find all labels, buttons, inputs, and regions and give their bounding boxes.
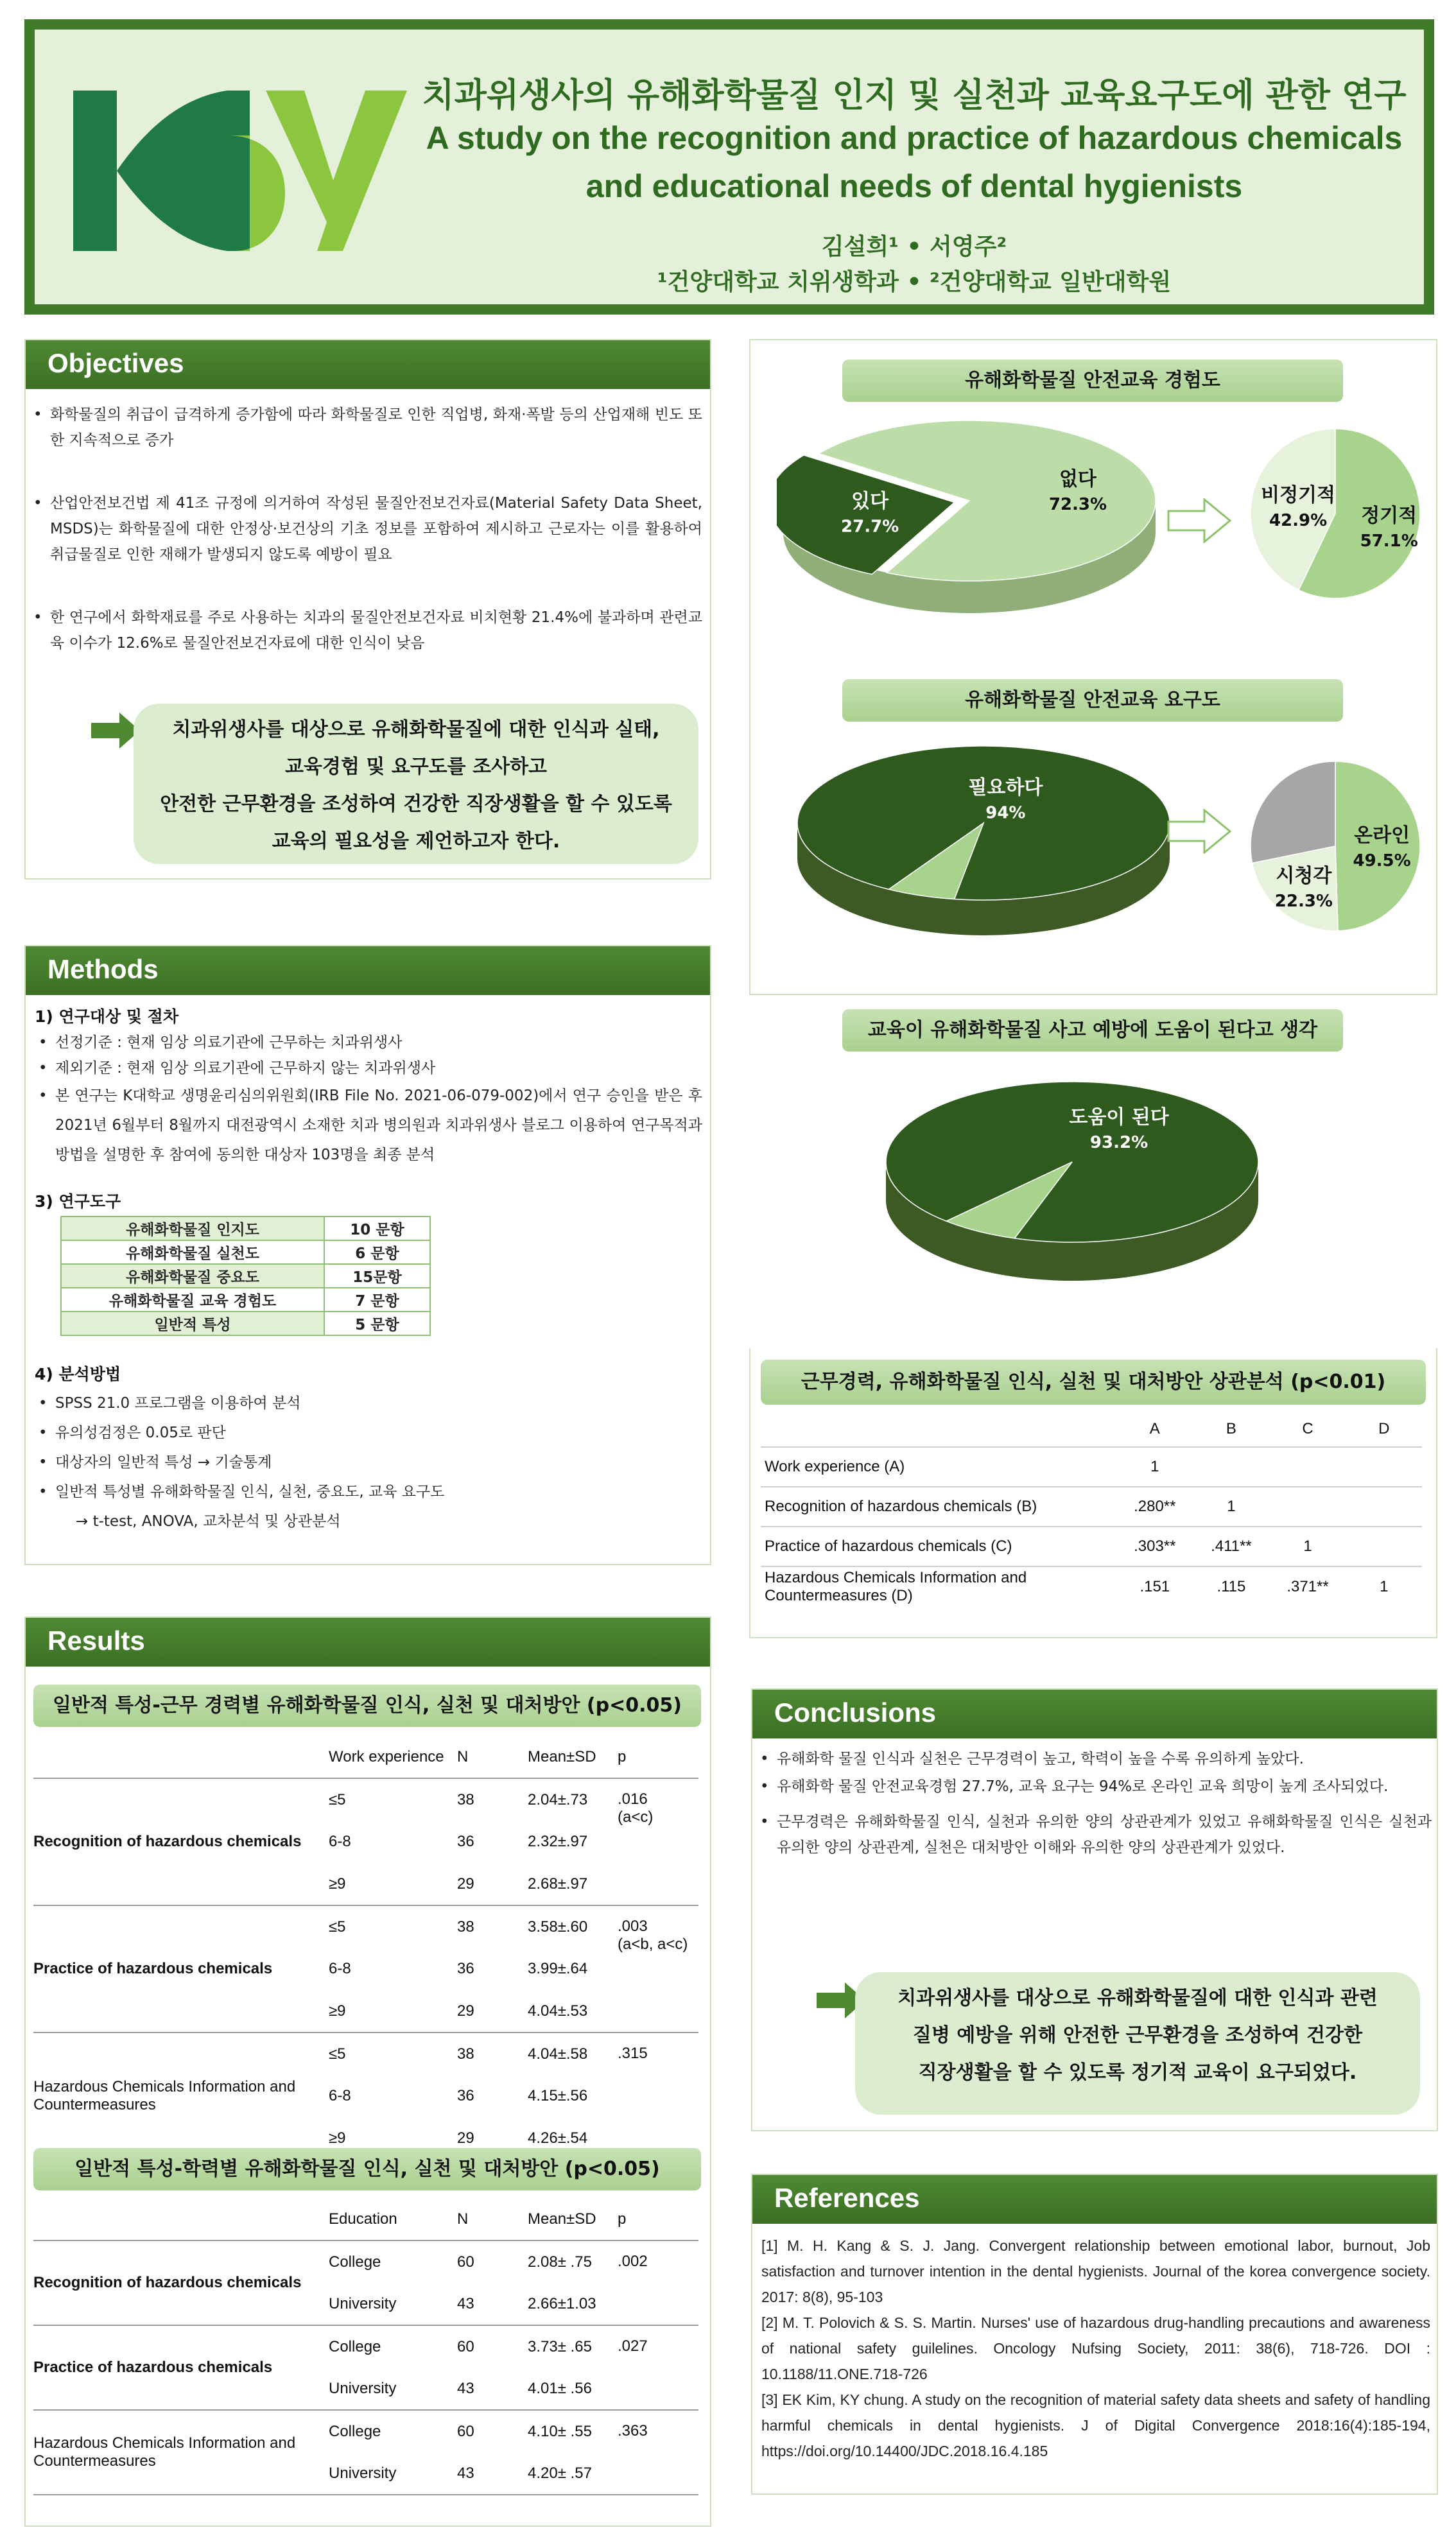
methods-item: • SPSS 21.0 프로그램을 이용하여 분석	[35, 1389, 702, 1418]
pie-value-label: 49.5%	[1353, 851, 1411, 871]
references-heading: References	[752, 2175, 1437, 2224]
table-cell: 29	[457, 1875, 474, 1893]
conclusion-item: • 유해화학 물질 안전교육경험 27.7%, 교육 요구는 94%로 온라인 교육 희망이 높게 조사되었다.	[756, 1777, 1432, 1796]
p-value: .027	[618, 2337, 648, 2355]
correlation-row	[761, 1447, 1422, 1487]
tool-name: 유해화학물질 인지도	[61, 1217, 324, 1240]
table-cell: ≤5	[329, 1905, 457, 1948]
table-cell: 38	[457, 1778, 528, 1821]
callout-line: 치과위생사를 대상으로 유해화학물질에 대한 인식과 실태,	[172, 718, 660, 741]
table-cell: 3.73± .65	[528, 2325, 618, 2368]
tool-name: 일반적 특성	[61, 1312, 324, 1335]
correlation-cell: .115	[1193, 1566, 1269, 1606]
tool-count: 7 문항	[324, 1288, 430, 1312]
pie-value-label: 42.9%	[1269, 510, 1328, 530]
p-value-cell	[618, 2240, 698, 2325]
pie-slice-label: 도움이 된다	[1069, 1106, 1169, 1129]
pie-slice-label: 없다	[1059, 468, 1096, 491]
correlation-row	[761, 1487, 1422, 1527]
header-cell: N	[457, 2210, 469, 2228]
correlation-cell	[1193, 1447, 1269, 1487]
reference-item: [3] EK Kim, KY chung. A study on the recognition of material safety data sheets and safety of handling harmful chemicals in dental hygienists. J of Digital Convergence 2018:16(4):185-194, https://doi.org/10.14400/JDC.2018.16.4.185	[761, 2391, 1430, 2459]
table-cell: 36	[457, 1960, 474, 1977]
p-value-cell	[618, 2410, 698, 2495]
tools-row	[61, 1312, 430, 1335]
objective-item: • 산업안전보건법 제 41조 규정에 의거하여 작성된 물질안전보건자료(Material Safety Data Sheet, MSDS)는 화학물질에 대한 안정상·보건상의 기초 정보를 포함하여 제시하고 근로자는 이를 활용하여 취급물질로 인한 재해가 발생되지 않도록 예방이 필요	[30, 490, 702, 568]
pie-slice-label: 필요하다	[968, 776, 1043, 799]
pie-value-label: 22.3%	[1274, 892, 1333, 912]
table-cell: 2.32±.97	[528, 1833, 588, 1850]
methods-analysis-note: → t-test, ANOVA, 교차분석 및 상관분석	[76, 1513, 341, 1530]
row-group-label: Recognition of hazardous chemicals	[33, 1778, 329, 1905]
correlation-header-cell	[761, 1411, 1116, 1447]
header-cell: Mean±SD	[528, 1747, 596, 1765]
table-cell: College	[329, 2410, 457, 2452]
education-table	[33, 2198, 698, 2496]
correlation-cell: 1	[1116, 1447, 1193, 1487]
p-value: .315	[618, 2045, 648, 2062]
tools-row	[61, 1217, 430, 1240]
table-cell: 43	[457, 2464, 474, 2482]
conclusion-item: • 근무경력은 유해화학물질 인식, 실천과 유의한 양의 상관관계가 있었고 유해화학물질 인식은 실천과 유의한 양의 상관관계, 실천은 대처방안 이해와 유의한 양의 상관관계가 있었다.	[756, 1809, 1432, 1860]
callout-line: 교육의 필요성을 제언하고자 한다.	[272, 830, 560, 853]
table-row	[33, 2410, 698, 2452]
table-cell: ≤5	[329, 2032, 457, 2075]
table-header-row	[33, 2198, 698, 2240]
pie-slice-label: 비정기적	[1261, 483, 1336, 507]
objectives-panel	[24, 339, 711, 880]
correlation-cell	[1269, 1447, 1346, 1487]
table-cell: 2.66±1.03	[528, 2294, 596, 2312]
pie-value-label: 27.7%	[841, 517, 899, 537]
table-cell: 43	[457, 2379, 474, 2397]
references-panel	[751, 2174, 1438, 2495]
table-cell: 60	[457, 2410, 528, 2452]
methods-item: • 선정기준 : 현재 임상 의료기관에 근무하는 치과위생사	[35, 1030, 702, 1055]
table-cell: 4.10± .55	[528, 2410, 618, 2452]
objectives-heading: Objectives	[26, 340, 710, 389]
p-value: .363	[618, 2422, 648, 2440]
right-arrow-icon	[91, 713, 140, 749]
tool-name: 유해화학물질 실천도	[61, 1240, 324, 1264]
table-row	[33, 1778, 698, 1821]
tools-row	[61, 1240, 430, 1264]
poster-header	[24, 19, 1434, 315]
methods-subsection-1: 1) 연구대상 및 절차	[35, 1007, 178, 1026]
header-cell	[33, 2198, 329, 2240]
table-cell: 36	[457, 2087, 474, 2104]
table-cell: University	[329, 2379, 397, 2397]
table-cell: ≥9	[329, 2002, 346, 2020]
table-cell: College	[329, 2325, 457, 2368]
pie-value-label: 94%	[985, 803, 1026, 823]
table-cell: 4.26±.54	[528, 2129, 588, 2147]
p-note: (a<c)	[618, 1808, 654, 1826]
objective-item: • 화학물질의 취급이 급격하게 증가함에 따라 화학물질로 인한 직업병, 화재·폭발 등의 산업재해 빈도 또한 지속적으로 증가	[30, 402, 702, 453]
objective-item: • 한 연구에서 화학재료를 주로 사용하는 치과의 물질안전보건자료 비치현황 21.4%에 불과하며 관련교육 이수가 12.6%로 물질안전보건자료에 대한 인식이 낮음	[30, 605, 702, 656]
p-value: .002	[618, 2253, 648, 2270]
correlation-cell: .411**	[1193, 1527, 1269, 1566]
table-cell: 4.04±.58	[528, 2032, 618, 2075]
tool-count: 6 문항	[324, 1240, 430, 1264]
table-cell: ≥9	[329, 1875, 346, 1893]
correlation-cell: 1	[1193, 1487, 1269, 1527]
results-table2-title: 일반적 특성-학력별 유해화학물질 인식, 실천 및 대처방안 (p<0.05)	[33, 2148, 701, 2190]
table-cell: 2.08± .75	[528, 2240, 618, 2283]
p-value-cell	[618, 1778, 698, 1905]
table-row	[33, 1905, 698, 1948]
correlation-cell: Work experience (A)	[761, 1447, 1116, 1487]
p-value-cell	[618, 2325, 698, 2410]
results-heading: Results	[26, 1618, 710, 1667]
correlation-cell	[1269, 1487, 1346, 1527]
table-cell: 36	[457, 1833, 474, 1850]
right-arrow-outline-icon	[1167, 498, 1231, 543]
tools-row	[61, 1264, 430, 1288]
correlation-header-cell: A	[1149, 1419, 1160, 1437]
pie-value-label: 72.3%	[1048, 495, 1107, 515]
objectives-list	[26, 389, 710, 656]
conclusions-list	[752, 1738, 1437, 1860]
reference-item: [1] M. H. Kang & S. J. Jang. Convergent relationship between emotional labor, burnout, Job satisfaction and turnover intention in the dental hygienists. Journal of the korea convergence society. 2017: 8(8), 95-103	[761, 2237, 1430, 2305]
pie-slice-label: 시청각	[1276, 865, 1332, 888]
callout-line: 질병 예방을 위해 안전한 근무환경을 조성하여 건강한	[912, 2024, 1363, 2047]
header-cell: p	[618, 2210, 627, 2228]
correlation-cell	[1346, 1447, 1422, 1487]
table-cell: University	[329, 2294, 397, 2312]
methods-list-4	[35, 1389, 702, 1507]
table-header-row	[33, 1736, 698, 1778]
correlation-cell: .303**	[1116, 1527, 1193, 1566]
tools-table	[60, 1216, 431, 1336]
table-cell: 3.58±.60	[528, 1905, 618, 1948]
correlation-cell: 1	[1269, 1527, 1346, 1566]
table-cell: 2.68±.97	[528, 1875, 588, 1893]
methods-panel	[24, 945, 711, 1565]
affiliation: ¹건양대학교 치위생학과 • ²건양대학교 일반대학원	[657, 269, 1172, 295]
row-group-label: Practice of hazardous chemicals	[33, 2325, 329, 2410]
conclusion-item: • 유해화학 물질 인식과 실천은 근무경력이 높고, 학력이 높을 수록 유의하게 높았다.	[756, 1747, 1432, 1771]
methods-item: • 본 연구는 K대학교 생명윤리심의위원회(IRB File No. 2021-06-079-002)에서 연구 승인을 받은 후 2021년 6월부터 8월까지 대전광역시 소재한 치과 병의원과 치과위생사 블로그 이용하여 연구목적과 방법을 설명한 후 참여에 동의한 대상자 103명을 최종 분석	[35, 1081, 702, 1170]
pie-slice-label: 정기적	[1361, 504, 1417, 527]
table-cell: 29	[457, 2002, 474, 2020]
row-group-label: Hazardous Chemicals Information and Countermeasures	[33, 2032, 329, 2160]
conclusions-callout	[855, 1972, 1420, 2115]
correlation-header-cell: C	[1302, 1419, 1313, 1437]
header-cell	[33, 1736, 329, 1778]
conclusions-heading: Conclusions	[752, 1690, 1437, 1738]
results-table1-title: 일반적 특성-근무 경력별 유해화학물질 인식, 실천 및 대처방안 (p<0.05)	[33, 1685, 701, 1727]
callout-line: 교육경험 및 요구도를 조사하고	[284, 756, 548, 778]
title-english-line2: and educational needs of dental hygienists	[585, 168, 1243, 204]
correlation-cell	[1346, 1527, 1422, 1566]
education-experience-pie	[777, 411, 1175, 623]
callout-line: 직장생활을 할 수 있도록 정기적 교육이 요구되었다.	[918, 2061, 1357, 2084]
methods-subsection-4: 4) 분석방법	[35, 1365, 121, 1383]
correlation-table	[761, 1411, 1422, 1606]
correlation-header-cell: D	[1378, 1419, 1390, 1437]
correlation-cell	[1346, 1487, 1422, 1527]
references-list	[752, 2224, 1437, 2464]
table-cell: 4.15±.56	[528, 2087, 588, 2104]
p-value-cell	[618, 2032, 698, 2160]
table-cell: 60	[457, 2240, 528, 2283]
correlation-header-cell: B	[1226, 1419, 1236, 1437]
table-cell: 6-8	[329, 1960, 351, 1977]
tool-name: 유해화학물질 중요도	[61, 1264, 324, 1288]
table-cell: 4.20± .57	[528, 2464, 592, 2482]
objectives-callout	[134, 704, 698, 864]
p-value-cell	[618, 1905, 698, 2032]
table-cell: 38	[457, 1905, 528, 1948]
correlation-row	[761, 1566, 1422, 1606]
pie-slice	[1251, 761, 1335, 863]
prevention-help-pie	[867, 1066, 1265, 1297]
header-cell: Mean±SD	[528, 2210, 596, 2228]
table-cell: 2.04±.73	[528, 1778, 618, 1821]
table-bottom-rule	[33, 2495, 698, 2496]
pie-slice-label: 온라인	[1354, 824, 1410, 847]
methods-item: • 유의성검정은 0.05로 판단	[35, 1418, 702, 1448]
pie-value-label: 57.1%	[1360, 531, 1418, 551]
pie-slice-label: 있다	[851, 490, 889, 513]
table-rule	[33, 2495, 698, 2496]
correlation-cell: Practice of hazardous chemicals (C)	[761, 1527, 1116, 1566]
table-cell: University	[329, 2464, 397, 2482]
chart1-title: 유해화학물질 안전교육 경험도	[842, 360, 1343, 402]
correlation-header-row	[761, 1411, 1422, 1447]
tool-count: 10 문항	[324, 1217, 430, 1240]
university-logo-icon	[73, 91, 407, 251]
correlation-title: 근무경력, 유해화학물질 인식, 실천 및 대처방안 상관분석 (p<0.01)	[761, 1360, 1426, 1405]
conclusions-panel	[751, 1688, 1438, 2131]
header-cell: N	[457, 1747, 469, 1765]
callout-line: 안전한 근무환경을 조성하여 건강한 직장생활을 할 수 있도록	[160, 793, 672, 815]
row-group-label: Hazardous Chemicals Information and Countermeasures	[33, 2410, 329, 2495]
results-panel	[24, 1616, 711, 2527]
title-english-line1: A study on the recognition and practice of hazardous chemicals	[426, 120, 1403, 156]
table-cell: 60	[457, 2325, 528, 2368]
row-group-label: Recognition of hazardous chemicals	[33, 2240, 329, 2325]
education-method-pie	[1245, 756, 1425, 936]
callout-line: 치과위생사를 대상으로 유해화학물질에 대한 인식과 관련	[897, 1987, 1378, 2009]
methods-item: • 대상자의 일반적 특성 → 기술통계	[35, 1448, 702, 1477]
correlation-cell: .151	[1116, 1566, 1193, 1606]
tool-name: 유해화학물질 교육 경험도	[61, 1288, 324, 1312]
tool-count: 5 문항	[324, 1312, 430, 1335]
correlation-cell: .280**	[1116, 1487, 1193, 1527]
tools-row	[61, 1288, 430, 1312]
row-group-label: Practice of hazardous chemicals	[33, 1905, 329, 2032]
table-cell: ≤5	[329, 1778, 457, 1821]
chart2-title: 유해화학물질 안전교육 요구도	[842, 679, 1343, 722]
table-cell: 6-8	[329, 2087, 351, 2104]
table-row	[33, 2240, 698, 2283]
methods-subsection-3: 3) 연구도구	[35, 1192, 121, 1211]
p-value: .016	[618, 1790, 648, 1808]
methods-list-1	[35, 1030, 702, 1170]
table-cell: 4.04±.53	[528, 2002, 588, 2020]
table-cell: College	[329, 2240, 457, 2283]
table-cell: 6-8	[329, 1833, 351, 1850]
p-value: .003	[618, 1918, 648, 1935]
chart3-title: 교육이 유해화학물질 사고 예방에 도움이 된다고 생각	[842, 1009, 1343, 1052]
table-cell: ≥9	[329, 2129, 346, 2147]
header-cell: Education	[329, 2210, 397, 2228]
correlation-cell: Hazardous Chemicals Information and Countermeasures (D)	[761, 1566, 1116, 1606]
header-cell: p	[618, 1747, 627, 1765]
reference-item: [2] M. T. Polovich & S. S. Martin. Nurses' use of hazardous drug-handling precautions and awareness of national safety guilelines. Oncology Nufsing Society, 2011: 38(6), 718-726. DOI : 10.1188/11.ONE.718-726	[761, 2314, 1430, 2382]
correlation-cell: 1	[1346, 1566, 1422, 1606]
methods-item: • 일반적 특성별 유해화학물질 인식, 실천, 중요도, 교육 요구도	[35, 1477, 702, 1507]
methods-item: • 제외기준 : 현재 임상 의료기관에 근무하지 않는 치과위생사	[35, 1055, 702, 1081]
table-cell: 38	[457, 2032, 528, 2075]
header-cell: Work experience	[329, 1747, 444, 1765]
correlation-cell: .371**	[1269, 1566, 1346, 1606]
table-cell: 4.01± .56	[528, 2379, 592, 2397]
table-cell: 29	[457, 2129, 474, 2147]
tool-count: 15문항	[324, 1264, 430, 1288]
table-row	[33, 2032, 698, 2075]
title-korean: 치과위생사의 유해화학물질 인지 및 실천과 교육요구도에 관한 연구	[422, 76, 1407, 115]
education-type-pie	[1245, 424, 1425, 603]
table-cell: 3.99±.64	[528, 1960, 588, 1977]
pie-value-label: 93.2%	[1089, 1133, 1148, 1153]
education-needs-pie	[784, 733, 1183, 945]
right-arrow-outline-icon	[1167, 809, 1231, 854]
table-cell: 43	[457, 2294, 474, 2312]
table-row	[33, 2325, 698, 2368]
correlation-row	[761, 1527, 1422, 1566]
correlation-cell: Recognition of hazardous chemicals (B)	[761, 1487, 1116, 1527]
authors: 김설희¹ • 서영주²	[821, 234, 1007, 260]
p-note: (a<b, a<c)	[618, 1936, 688, 1953]
work-experience-table	[33, 1736, 698, 2161]
methods-heading: Methods	[26, 946, 710, 995]
